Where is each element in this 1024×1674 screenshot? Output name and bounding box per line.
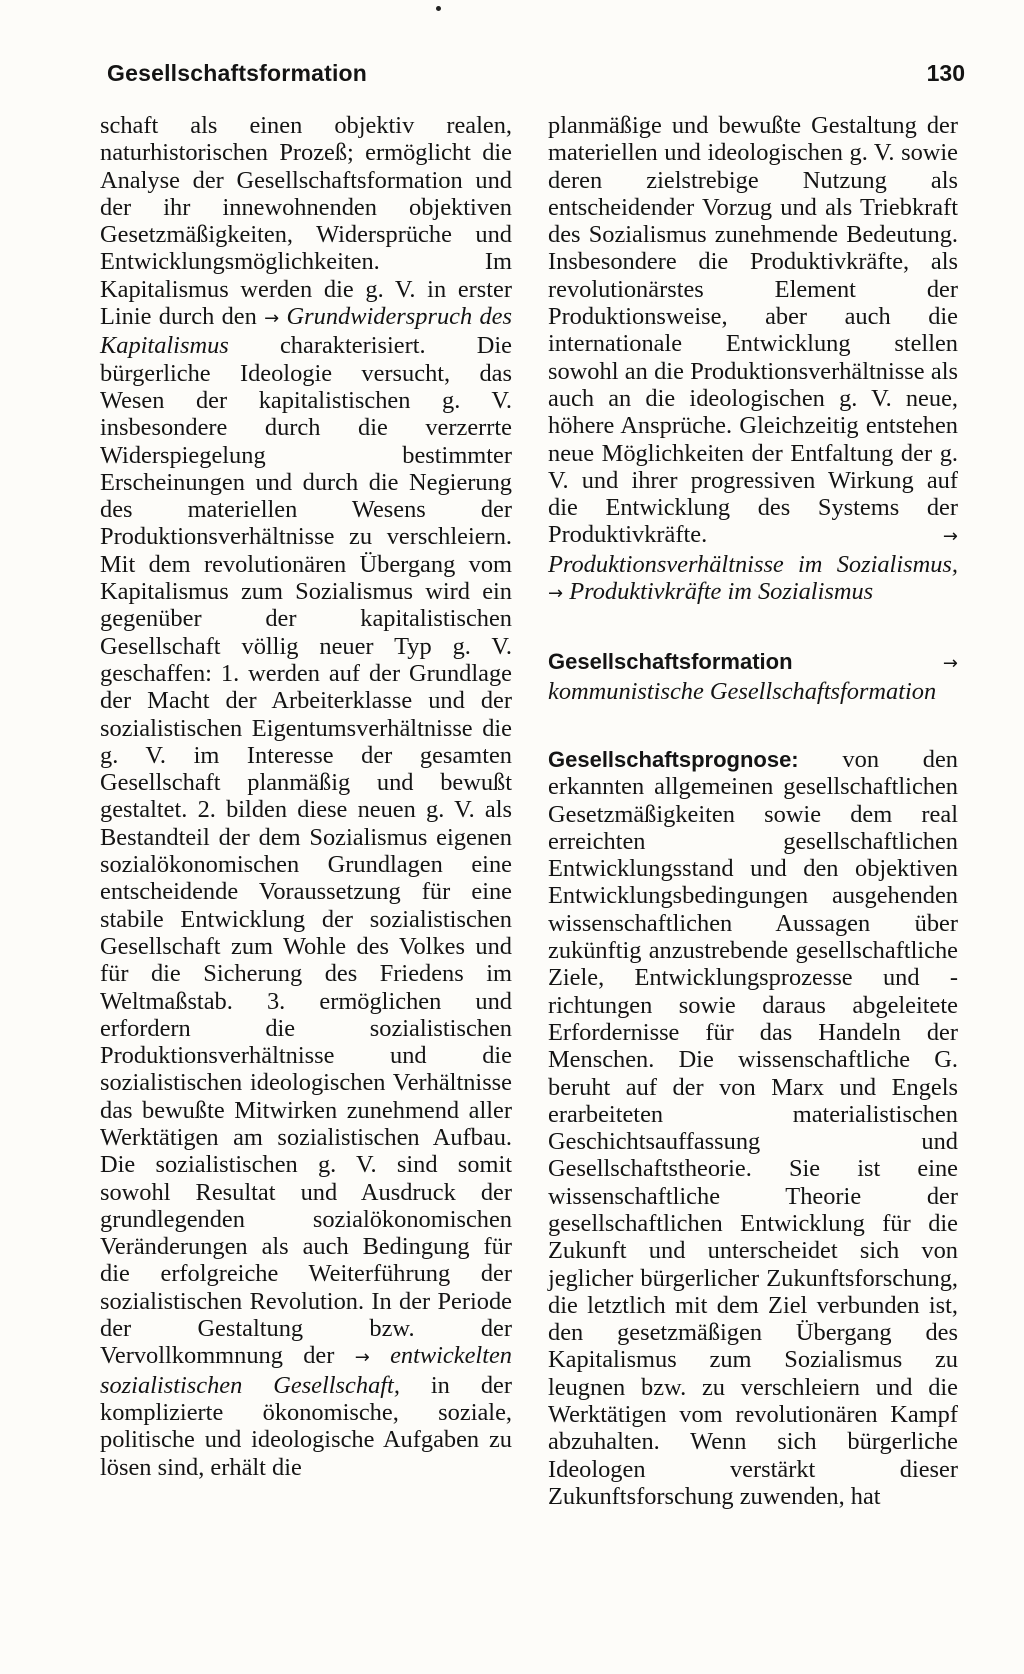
right-arrow-icon: →: [942, 526, 958, 548]
right-arrow-icon: →: [264, 308, 280, 330]
entry-lemma: Gesellschaftsprognose:: [548, 746, 799, 772]
left-column: [100, 112, 512, 1481]
entry-continuation-paragraph: [100, 112, 512, 1481]
running-header: [107, 60, 965, 96]
right-arrow-icon: →: [548, 583, 564, 605]
right-column: [548, 112, 958, 1510]
dictionary-entry: [548, 648, 958, 705]
text-run: planmäßige und bewußte Gestaltung der materiellen und ideologischen g. V. sowie deren zielstrebige Nutzung als entscheidender Vorzug und als Triebkraft des Sozialismus zunehmende Bedeutung. Insbesondere die Produktivkräfte, als revolutionärstes Element der Produktionsweise, aber auch die internationale Entwicklung stellen sowohl an die Produktionsverhältnisse als auch an die ideologischen g. V. neue, höhere Ansprüche. Gleichzeitig entstehen neue Möglichkeiten der Entfaltung der g. V. und ihrer progressiven Wirkung auf die Entwicklung des Systems der Produktivkräfte.: [548, 112, 958, 549]
header-title: Gesellschaftsformation: [107, 60, 368, 86]
print-speck: [436, 6, 441, 11]
entry-continuation-paragraph: [548, 112, 958, 607]
cross-reference-link[interactable]: kommunistische Gesellschaftsformation: [548, 677, 937, 705]
text-run: schaft als einen objektiv realen, naturhistorischen Prozeß; ermöglicht die Analyse der Gesellschaftsformation und der ihr innewohnenden objektiven Gesetzmäßigkeiten, Widersprüche und Entwicklungsmöglichkeiten. Im Kapitalismus werden die g. V. in erster Linie durch den: [100, 112, 512, 331]
cross-reference-link[interactable]: Produktivkräfte im Sozialismus: [569, 578, 874, 606]
cross-reference-link[interactable]: entwickelten sozialistischen Gesellschaft,: [100, 1342, 512, 1399]
text-run: charakterisiert. Die bürgerliche Ideologie versucht, das Wesen der kapitalistischen g. V. insbesondere durch die verzerrte Widerspiegelung bestimmter Erscheinungen und durch die Negierung des materiellen Wesens der Produktionsverhältnisse zu verschleiern. Mit dem revolutionären Übergang vom Kapitalismus zum Sozialismus wird ein gegenüber der kapitalistischen Gesellschaft völlig neuer Typ g. V. geschaffen: 1. werden auf der Grundlage der Macht der Arbeiterklasse und der sozialistischen Eigentumsverhältnisse die g. V. im Interesse der gesamten Gesellschaft planmäßig und bewußt gestaltet. 2. bilden diese neuen g. V. als Bestandteil der dem Sozialismus eigenen sozialökonomischen Grundlagen eine entscheidende Voraussetzung für eine stabile Entwicklung der sozialistischen Gesellschaft zum Wohle des Volkes und für die Sicherung des Friedens im Weltmaßstab. 3. ermöglichen und erfordern die sozialistischen Produktionsverhältnisse und die sozialistischen ideologischen Verhältnisse das bewußte Mitwirken zunehmend aller Werktätigen am sozialistischen Aufbau. Die sozialistischen g. V. sind somit sowohl Resultat und Ausdruck der grundlegenden sozialökonomischen Veränderungen als auch Bedingung für die erfolgreiche Weiterführung der sozialistischen Revolution. In der Periode der Gestaltung bzw. der Vervollkommnung der: [100, 332, 512, 1370]
dictionary-entry: [548, 746, 958, 1510]
cross-reference-link[interactable]: Produktionsverhältnisse im Sozialismus,: [548, 550, 958, 578]
entry-lemma: Gesellschaftsformation: [548, 649, 793, 675]
cross-reference-link[interactable]: Grundwiderspruch des Kapitalismus: [100, 303, 513, 360]
entry-spacer: [548, 607, 958, 648]
right-arrow-icon: →: [354, 1347, 370, 1369]
entry-text: von den erkannten allgemeinen gesellschaftlichen Gesetzmäßigkeiten sowie dem real erreichten gesellschaftlichen Entwicklungsstand und den objektiven Entwicklungsbedingungen ausgehenden wissenschaftlichen Aussagen über zukünftig anzustrebende gesellschaftliche Ziele, Entwicklungsprozesse und -richtungen sowie daraus abgeleitete Erfordernisse für das Handeln der Menschen. Die wissenschaftliche G. beruht auf der von Marx und Engels erarbeiteten materialistischen Geschichtsauffassung und Gesellschaftstheorie. Sie ist eine wissenschaftliche Theorie der gesellschaftlichen Entwicklung für die Zukunft und unterscheidet sich von jeglicher bürgerlicher Zukunftsforschung, die letztlich mit dem Ziel verbunden ist, den gesetzmäßigen Übergang des Kapitalismus zum Sozialismus zu leugnen bzw. zu verschleiern und die Werktätigen vom revolutionären Kampf abzuhalten. Wenn sich bürgerliche Ideologen verstärkt dieser Zukunftsforschung zuwenden, hat: [548, 745, 958, 1510]
right-arrow-icon: →: [942, 653, 958, 675]
entry-spacer: [548, 705, 958, 746]
page-number: 130: [926, 60, 965, 86]
text-run: in der komplizierte ökonomische, soziale, politische und ideologische Aufgaben zu lösen sind, erhält die: [100, 1371, 512, 1481]
